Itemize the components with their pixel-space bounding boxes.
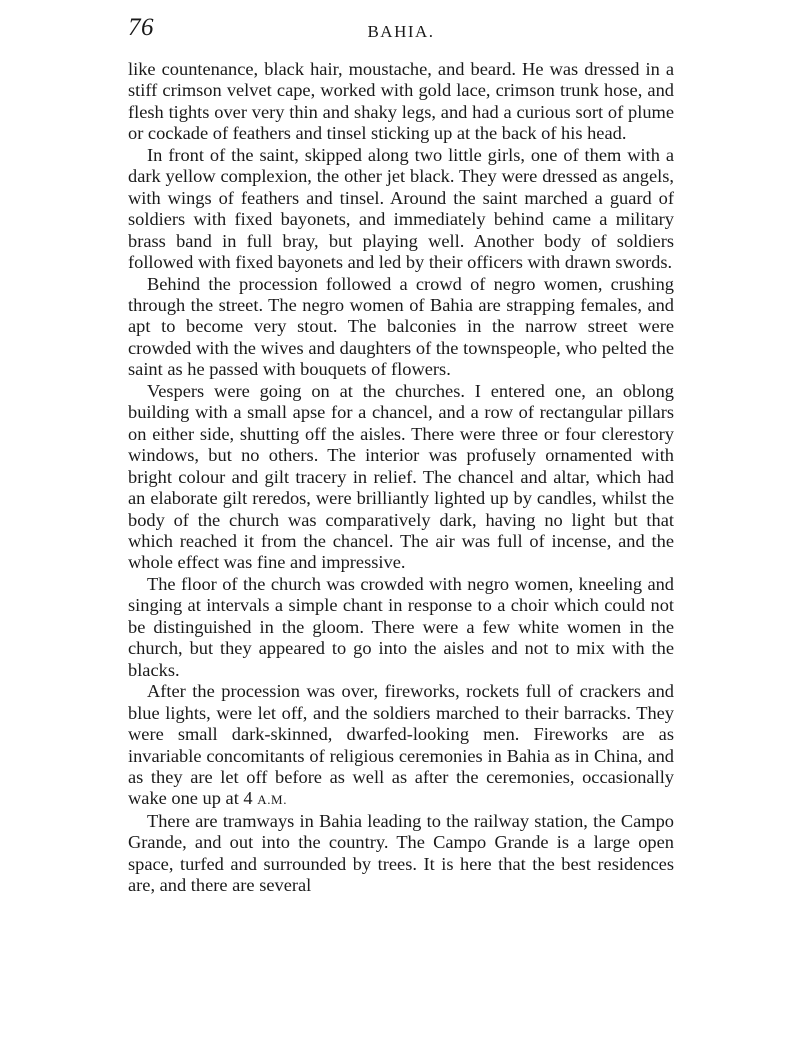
body-text [128,59,674,897]
paragraph-1: like countenance, black hair, moustache, and beard. He was dressed in a stiff crimson velvet cape, worked with gold lace, crimson trunk hose, and flesh tights over very thin and shaky legs, and had a curious sort of plume or cockade of feathers and tinsel sticking up at the back of his head. [128,59,674,144]
page-header [128,14,674,48]
running-title: BAHIA. [367,22,435,41]
paragraph-3: Behind the procession followed a crowd of negro women, crushing through the street. The negro women of Bahia are strapping females, and apt to become very stout. The balconies in the narrow street were crowded with the wives and daughters of the townspeople, who pelted the saint as he passed with bouquets of flowers. [128,273,674,380]
paragraph-4: Vespers were going on at the churches. I entered one, an oblong building with a small apse for a chancel, and a row of rectangular pillars on either side, shutting off the aisles. There were three or four clerestory windows, but no others. The interior was profusely ornamented with bright colour and gilt tracery in relief. The chancel and altar, which had an elaborate gilt reredos, were brilliantly lighted up by candles, whilst the body of the church was comparatively dark, having no light but that which reached it from the chancel. The air was full of incense, and the whole effect was fine and impressive. [128,380,674,573]
paragraph-6-text: After the procession was over, fireworks, rockets full of crackers and blue lights, were let off, and the soldiers marched to their barracks. They were small dark-skinned, dwarfed-looking men. Fireworks are as invariable concomitants of religious ceremonies in Bahia as in China, and as they are let off before as well as after the ceremonies, occasionally wake one up at 4 [128,681,674,809]
paragraph-7: There are tramways in Bahia leading to the railway station, the Campo Grande, and out into the country. The Campo Grande is a large open space, turfed and surrounded by trees. It is here that the best residences are, and there are several [128,810,674,896]
paragraph-6 [128,681,674,811]
page-number: 76 [128,14,154,41]
paragraph-5: The floor of the church was crowded with negro women, kneeling and singing at intervals a simple chant in response to a choir which could not be distinguished in the gloom. There were a few white women in the church, but they appeared to go into the aisles and not to mix with the blacks. [128,573,674,680]
time-abbreviation: A.M. [257,792,288,808]
paragraph-2: In front of the saint, skipped along two little girls, one of them with a dark yellow complexion, the other jet black. They were dressed as angels, with wings of feathers and tinsel. Around the saint marched a guard of soldiers with fixed bayonets, and immediately behind came a military brass band in full bray, but playing well. Another body of soldiers followed with fixed bayonets and led by their officers with drawn swords. [128,144,674,273]
